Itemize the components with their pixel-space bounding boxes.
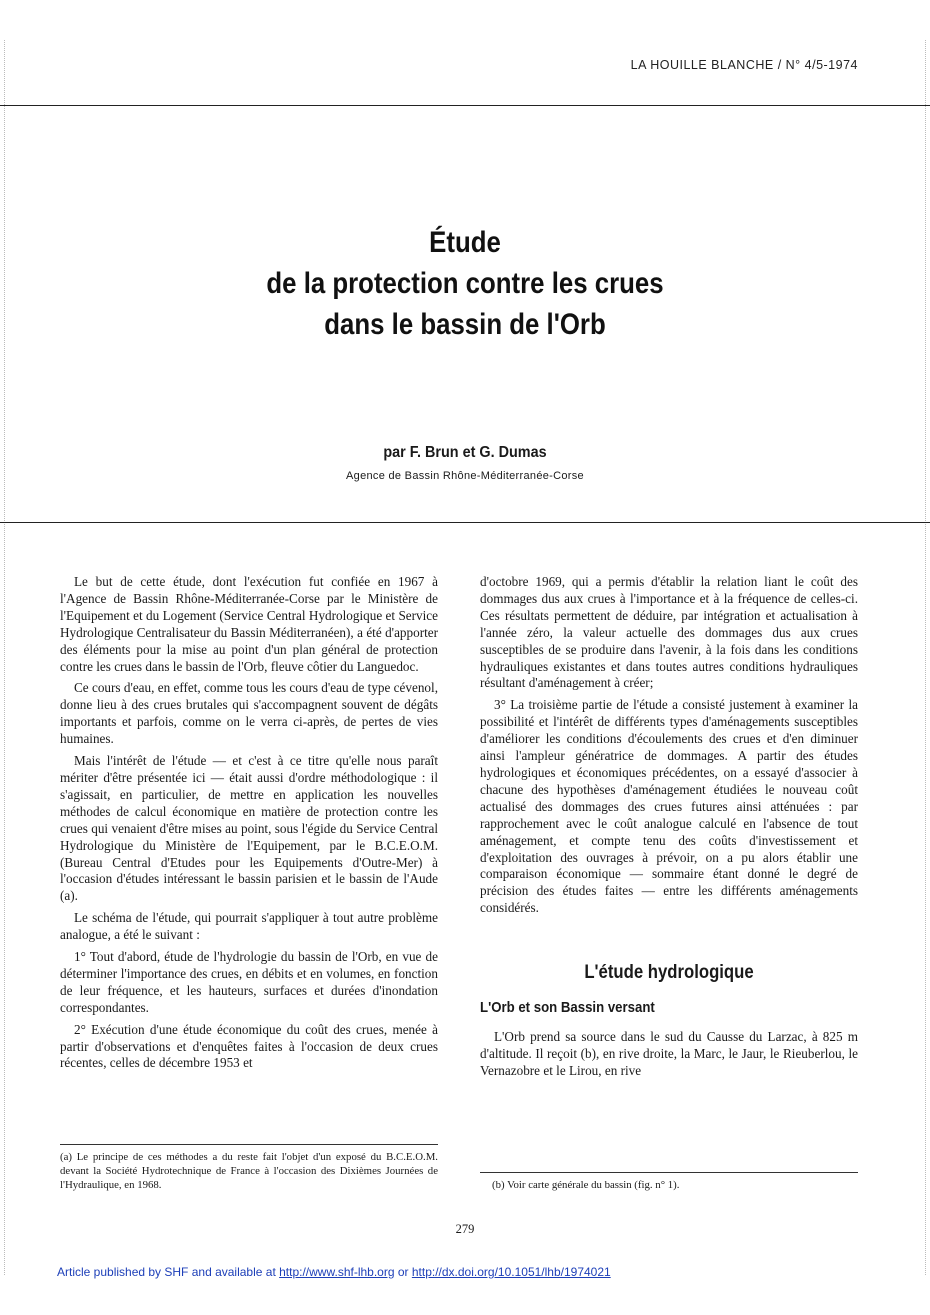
scan-edge-left (4, 40, 5, 1275)
header-rule (0, 105, 930, 106)
left-column (60, 574, 438, 1077)
paragraph: Le but de cette étude, dont l'exécution fut confiée en 1967 à l'Agence de Bassin Rhône-Méditerranée-Corse par le Ministère de l'Equipement et du Logement (Service Central Hydrologique et Service Hydrologique Centralisateur du Bassin Méditerranéen), a été d'apporter des éléments pour la mise au point d'un plan général de protection contre les crues dans le bassin de l'Orb, fleuve côtier du Languedoc. (60, 574, 438, 674)
link-separator: or (394, 1265, 412, 1279)
paragraph: Ce cours d'eau, en effet, comme tous les cours d'eau de type cévenol, donne lieu à des crues brutales qui s'accompagnent souvent de dégâts importants et parfois, comme on le verra ci-après, de pertes de vies humaines. (60, 680, 438, 747)
paragraph: Mais l'intérêt de l'étude — et c'est à ce titre qu'elle nous paraît mériter d'être présentée ici — était aussi d'ordre méthodologique : il s'agissait, en particulier, de mettre en application les nouvelles méthodes de calcul économique en matière de protection contre les crues qui venaient d'être mises au point, sous l'égide du Service Central Hydrologique du Ministère de l'Equipement, par le B.C.E.O.M. (Bureau Central d'Etudes pour les Equipements d'Outre-Mer) à l'occasion d'études intéressant le bassin parisien et le bassin de l'Aude (a). (60, 753, 438, 904)
footnote-b: (b) Voir carte générale du bassin (fig. n° 1). (492, 1179, 680, 1191)
paragraph: L'Orb prend sa source dans le sud du Causse du Larzac, à 825 m d'altitude. Il reçoit (b), en rive droite, la Marc, le Jaur, le Rieuberlou, le Vernazobre et le Lirou, en rive (480, 1028, 858, 1078)
footnote-rule (480, 1172, 858, 1173)
section-heading: L'étude hydrologique (584, 962, 754, 984)
right-column (480, 574, 858, 1085)
paragraph: 1° Tout d'abord, étude de l'hydrologie du bassin de l'Orb, en vue de déterminer l'importance des crues, en débits et en volumes, en fonction de leur fréquence, et les hauteurs, surfaces et durées d'inondation correspondantes. (60, 949, 438, 1015)
title-line: dans le bassin de l'Orb (324, 308, 606, 341)
doi-link[interactable]: http://dx.doi.org/10.1051/lhb/1974021 (411, 1265, 611, 1279)
subsection-heading: L'Orb et son Bassin versant (480, 999, 655, 1017)
shf-link[interactable]: http://www.shf-lhb.org (279, 1265, 395, 1279)
running-head: LA HOUILLE BLANCHE / N° 4/5-1974 (630, 58, 858, 72)
scan-edge-right (925, 40, 926, 1275)
footnote-rule (60, 1144, 438, 1145)
paragraph: Le schéma de l'étude, qui pourrait s'appliquer à tout autre problème analogue, a été le suivant : (60, 910, 438, 943)
page-number: 279 (455, 1222, 475, 1236)
authors: par F. Brun et G. Dumas (383, 444, 547, 461)
affiliation: Agence de Bassin Rhône-Méditerranée-Corse (346, 470, 584, 482)
title-line: Étude (429, 226, 501, 259)
publication-notice (57, 1265, 611, 1279)
title-line: de la protection contre les crues (266, 267, 664, 300)
article-title (65, 222, 865, 345)
footnote-a: (a) Le principe de ces méthodes a du reste fait l'objet d'un exposé du B.C.E.O.M. devant la Société Hydrotechnique de France à l'occasion des Dixièmes Journées de l'Hydraulique, en 1968. (60, 1151, 438, 1191)
publication-prefix: Article published by SHF and available at (57, 1265, 280, 1279)
paragraph: 3° La troisième partie de l'étude a consisté justement à examiner la possibilité et l'intérêt de différents types d'aménagements susceptibles d'améliorer les conditions d'écoulements des crues et d'en diminuer ainsi l'ampleur génératrice de dommages. A partir des études hydrologiques et économiques précédentes, on a essayé d'associer à chacune des hypothèses d'aménagement étudiées le nouveau coût actualisé des dommages des crues futures ainsi atténuées : par rapprochement avec le coût analogue calculé en l'absence de tout aménagement, et compte tenu des coûts d'investissement et d'exploitation des ouvrages à prévoir, on a pu alors établir une comparaison économique — sommaire étant donné le degré de précision des études faites — entre les différents aménagements considérés. (480, 697, 858, 916)
title-block-rule (0, 522, 930, 523)
paragraph: 2° Exécution d'une étude économique du coût des crues, menée à partir d'observations et d'enquêtes faites à l'occasion de deux crues récentes, celles de décembre 1953 et (60, 1021, 438, 1071)
paragraph: d'octobre 1969, qui a permis d'établir la relation liant le coût des dommages dus aux crues à l'importance et à la fréquence de celles-ci. Ces résultats permettent de déduire, par intégration et actualisation à l'année zéro, la valeur actuelle des dommages dus aux crues susceptibles de se produire dans l'avenir, à la fois dans les conditions hydrauliques existantes et dans toutes autres conditions hydrauliques résultant d'aménagement à créer; (480, 574, 858, 691)
